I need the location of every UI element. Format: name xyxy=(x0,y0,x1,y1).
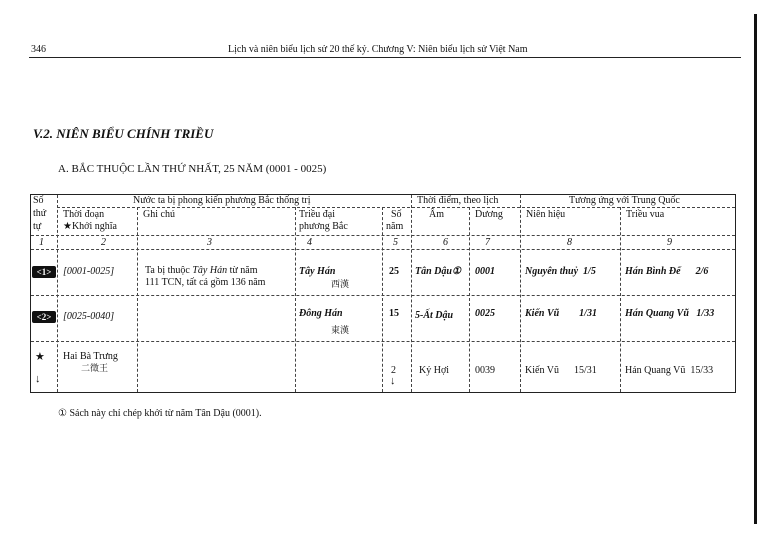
row-lunar: Tân Dậu① xyxy=(415,266,461,277)
row-era: Nguyên thuỷ 1/5 xyxy=(525,266,596,277)
row-lunar: 5-Ất Dậu xyxy=(415,310,454,321)
row-period: Hai Bà Trưng xyxy=(63,351,118,362)
uprising-star-icon: ★ xyxy=(35,351,45,363)
page-number: 346 xyxy=(31,44,46,55)
row-years: 15 xyxy=(389,308,399,319)
row-king: Hán Quang Vũ 15/33 xyxy=(625,365,714,376)
arrow-down-icon: ↓ xyxy=(390,375,396,387)
row-dynasty: Tây Hán xyxy=(299,266,336,277)
colnum-1: 1 xyxy=(39,237,44,248)
col-lunar: Âm xyxy=(429,209,444,220)
row-years: 25 xyxy=(389,266,399,277)
row-solar: 0001 xyxy=(475,266,495,277)
colnum-9: 9 xyxy=(667,237,672,248)
scan-edge xyxy=(754,14,757,524)
row-notes-line2: 111 TCN, tất cả gồm 136 năm xyxy=(145,277,266,288)
col-years-2: năm xyxy=(386,221,404,232)
col-stt-3: tự xyxy=(33,221,42,232)
colnum-2: 2 xyxy=(101,237,106,248)
row-king: Hán Quang Vũ 1/33 xyxy=(625,308,715,319)
subsection-title: A. BẮC THUỘC LẦN THỨ NHẤT, 25 NĂM (0001 - 0025) xyxy=(58,163,327,175)
row-badge: <2> xyxy=(32,311,56,323)
col-notes: Ghi chú xyxy=(143,209,175,220)
row-notes-line1: Ta bị thuộc Tây Hán từ năm xyxy=(145,265,258,276)
section-title: V.2. NIÊN BIỂU CHÍNH TRIỀU xyxy=(33,126,214,141)
row-era: Kiến Vũ 1/31 xyxy=(525,308,597,319)
col-stt-2: thứ xyxy=(33,208,47,219)
col-dynasty-2: phương Bắc xyxy=(299,221,348,232)
row-solar: 0039 xyxy=(475,365,495,376)
colnum-4: 4 xyxy=(307,237,312,248)
row-years: 2 xyxy=(391,365,396,376)
col-era: Niên hiệu xyxy=(526,209,566,220)
running-title: Lịch và niên biểu lịch sử 20 thế kỷ. Chương V: Niên biểu lịch sử Việt Nam xyxy=(228,44,528,55)
col-solar: Dương xyxy=(475,209,503,220)
row-lunar-mark: 5- xyxy=(415,310,424,321)
col-king: Triều vua xyxy=(626,209,665,220)
row-era: Kiến Vũ 15/31 xyxy=(525,365,597,376)
col-years-1: Số xyxy=(391,209,402,220)
row-period: [0025-0040] xyxy=(63,311,115,322)
row-dynasty-han: 東漢 xyxy=(331,326,350,336)
col-period-1: Thời đoạn xyxy=(63,209,105,220)
arrow-down-icon: ↓ xyxy=(35,373,41,385)
header-rule xyxy=(29,57,741,58)
row-dynasty-han: 西漢 xyxy=(331,280,350,290)
col-dynasty-1: Triều đại xyxy=(299,209,336,220)
colnum-8: 8 xyxy=(567,237,572,248)
col-stt-1: Số xyxy=(33,195,44,206)
group-header-time: Thời điểm, theo lịch xyxy=(417,195,499,206)
colnum-5: 5 xyxy=(393,237,398,248)
colnum-7: 7 xyxy=(485,237,490,248)
colnum-6: 6 xyxy=(443,237,448,248)
footnote: ① Sách này chỉ chép khởi từ năm Tân Dậu (0001). xyxy=(58,408,262,419)
row-king: Hán Bình Đế 2/6 xyxy=(625,266,709,277)
colnum-3: 3 xyxy=(207,237,212,248)
row-badge: <1> xyxy=(32,266,56,278)
row-solar: 0025 xyxy=(475,308,495,319)
group-header-china: Tương ứng với Trung Quốc xyxy=(569,195,680,206)
row-dynasty: Đông Hán xyxy=(299,308,343,319)
chronology-table xyxy=(30,194,736,393)
col-period-2: ★Khởi nghĩa xyxy=(63,221,117,232)
group-header-main: Nước ta bị phong kiến phương Bắc thống trị xyxy=(133,195,311,206)
row-period-han: 二徵王 xyxy=(81,364,109,374)
row-period: [0001-0025] xyxy=(63,266,115,277)
row-lunar: Kỷ Hợi xyxy=(419,365,450,376)
